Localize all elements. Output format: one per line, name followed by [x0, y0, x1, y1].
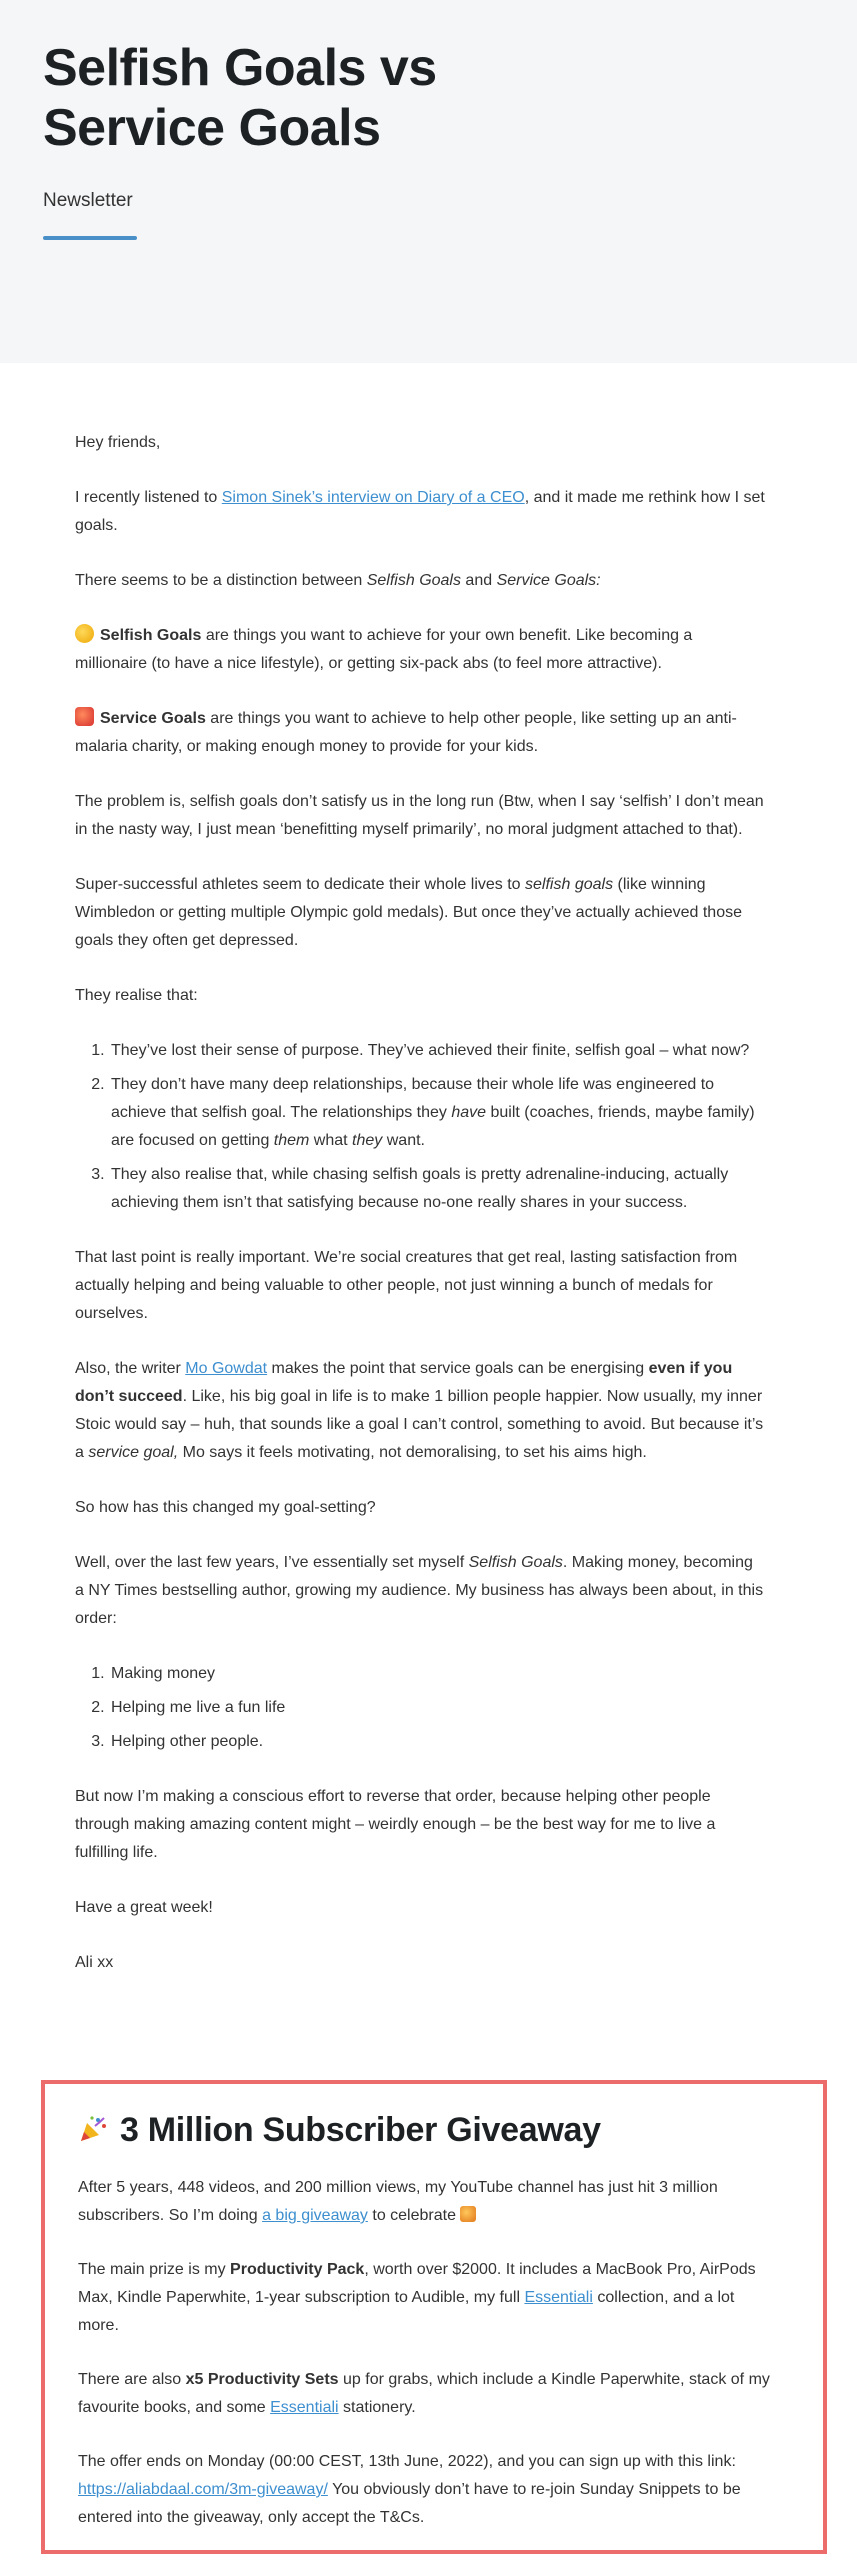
paragraph-mo-gowdat [75, 1355, 765, 1467]
title-line-1: Selfish Goals vs [43, 39, 437, 97]
text: collection, and a lot more. [78, 2289, 735, 2334]
grinning-face-money-icon [75, 624, 94, 643]
text: There are also [78, 2371, 186, 2388]
giveaway-title-text: 3 Million Subscriber Giveaway [120, 2111, 601, 2149]
text: , worth over $2000. It includes a MacBook Pro, AirPods Max, Kindle Paperwhite, 1-year subscription to Audible, my full [78, 2261, 756, 2306]
party-popper-icon [78, 2114, 108, 2144]
giveaway-inner [78, 2108, 778, 2558]
paragraph-intro [75, 484, 765, 540]
page-title [43, 38, 543, 158]
mo-gowdat-link[interactable]: Mo Gowdat [185, 1360, 268, 1377]
essentiali-link[interactable]: Essentiali [524, 2289, 593, 2306]
giveaway-paragraph-prize [78, 2256, 778, 2340]
giveaway-paragraph-intro [78, 2174, 778, 2230]
giveaway-signup-link[interactable]: https://aliabdaal.com/3m-giveaway/ [78, 2481, 328, 2498]
essentiali-stationery-link[interactable]: Essentiali [270, 2399, 339, 2416]
text: I recently listened to [75, 489, 222, 506]
text: The offer ends on Monday (00:00 CEST, 13th June, 2022), and you can sign up with this link: [78, 2453, 736, 2470]
text: Super-successful athletes seem to dedicate their whole lives to [75, 876, 526, 893]
article-body [75, 363, 765, 1977]
list-item: 1. Making money [109, 1660, 765, 1688]
greeting: Hey friends, [75, 434, 161, 451]
emphasis: service goal, [88, 1444, 179, 1461]
big-giveaway-link[interactable]: a big giveaway [262, 2207, 368, 2224]
paragraph-problem: The problem is, selfish goals don’t satisfy us in the long run (Btw, when I say ‘selfish’ I don’t mean in the nasty way, I just mean ‘benefitting myself primarily’, no moral judgment attached to that). [75, 793, 764, 838]
emphasis: them [273, 1132, 310, 1149]
realisations-list [75, 1037, 765, 1217]
emphasis: selfish goals [525, 876, 614, 893]
text: Well, over the last few years, I’ve essentially set myself [75, 1554, 469, 1571]
emphasis: they [352, 1132, 383, 1149]
signoff: Ali xx [75, 1954, 114, 1971]
text: to celebrate [367, 2207, 456, 2224]
list-item [109, 1071, 765, 1155]
text: (like winning Wimbledon or getting multiple Olympic gold medals). But once they’ve actually achieved those goals they often get depressed. [75, 876, 742, 949]
giveaway-title [78, 2108, 778, 2152]
strong: Selfish Goals [100, 627, 202, 644]
title-line-2: Service Goals [43, 99, 381, 157]
text: The main prize is my [78, 2261, 231, 2278]
article-header [0, 0, 857, 363]
text: stationery. [338, 2399, 416, 2416]
article-content [0, 363, 857, 2004]
text: up for grabs, which include a Kindle Paperwhite, stack of my favourite books, and some [78, 2371, 770, 2416]
paragraph-athletes [75, 871, 765, 955]
text: , and it made me rethink how I set goals. [75, 489, 765, 534]
emphasis: have [451, 1104, 487, 1121]
list-item: 3. They also realise that, while chasing selfish goals is pretty adrenaline-inducing, actually achieving them isn’t that satisfying because no-one really shares in your success. [109, 1161, 765, 1217]
paragraph-last-point: That last point is really important. We’re social creatures that get real, lasting satisfaction from actually helping and being valuable to other people, not just winning a bunch of medals for ourselves. [75, 1249, 738, 1322]
text: . Like, his big goal in life is to make 1 billion people happier. Now usually, my inner Stoic would say – huh, that sounds like a goal I can’t control, something to avoid. But because it’s a [75, 1388, 764, 1461]
strong: Productivity Pack [230, 2261, 365, 2278]
celebration-icon [460, 2206, 476, 2222]
list-item: 2. Helping me live a fun life [109, 1694, 765, 1722]
text: After 5 years, 448 videos, and 200 million views, my YouTube channel has just hit 3 million subscribers. So I’m doing [78, 2179, 718, 2224]
text: are things you want to achieve to help other people, like setting up an anti-malaria charity, or making enough money to provide for your kids. [75, 710, 737, 755]
text: Also, the writer [75, 1360, 186, 1377]
business-order-list [75, 1660, 765, 1756]
list-item: 1. They’ve lost their sense of purpose. They’ve achieved their finite, selfish goal – what now? [109, 1037, 765, 1065]
paragraph-reverse: But now I’m making a conscious effort to reverse that order, because helping other people through making amazing content might – weirdly enough – be the best way for me to live a fulfilling life. [75, 1788, 716, 1861]
text: makes the point that service goals can be energising [267, 1360, 649, 1377]
paragraph-they-realise: They realise that: [75, 987, 198, 1004]
paragraph-distinction [75, 567, 765, 595]
giveaway-box [41, 2080, 827, 2554]
text: built (coaches, friends, maybe family) are focused on getting [111, 1104, 755, 1149]
text: are things you want to achieve for your own benefit. Like becoming a millionaire (to have a nice lifestyle), or getting six-pack abs (to feel more attractive). [75, 627, 693, 672]
heart-gift-icon [75, 707, 94, 726]
emphasis: Selfish Goals [366, 572, 461, 589]
giveaway-paragraph-sets [78, 2366, 778, 2422]
strong: even if you don’t succeed [75, 1360, 733, 1405]
text: and [460, 572, 497, 589]
text: Mo says it feels motivating, not demoralising, to set his aims high. [178, 1444, 647, 1461]
paragraph-question: So how has this changed my goal-setting? [75, 1499, 376, 1516]
giveaway-paragraph-offer [78, 2448, 778, 2532]
strong: x5 Productivity Sets [185, 2371, 339, 2388]
category-label[interactable]: Newsletter [43, 190, 133, 211]
text: They don’t have many deep relationships, because their whole life was engineered to achieve that selfish goal. The relationships they [111, 1076, 715, 1121]
strong: Service Goals [100, 710, 206, 727]
text: . Making money, becoming a NY Times bestselling author, growing my audience. My business has always been about, in this order: [75, 1554, 764, 1627]
title-underline [43, 236, 137, 240]
text: what [309, 1132, 353, 1149]
paragraph-past-goals [75, 1549, 765, 1633]
paragraph-selfish-goals [75, 622, 765, 678]
emphasis: Selfish Goals [468, 1554, 563, 1571]
paragraph-closing: Have a great week! [75, 1899, 213, 1916]
header-inner [43, 38, 543, 240]
paragraph-service-goals [75, 705, 765, 761]
text: want. [382, 1132, 425, 1149]
emphasis: Service Goals: [496, 572, 601, 589]
simon-sinek-interview-link[interactable]: Simon Sinek’s interview on Diary of a CEO [221, 489, 525, 506]
text: You obviously don’t have to re-join Sunday Snippets to be entered into the giveaway, only accept the T&Cs. [78, 2481, 741, 2526]
text: There seems to be a distinction between [75, 572, 367, 589]
list-item: 3. Helping other people. [109, 1728, 765, 1756]
